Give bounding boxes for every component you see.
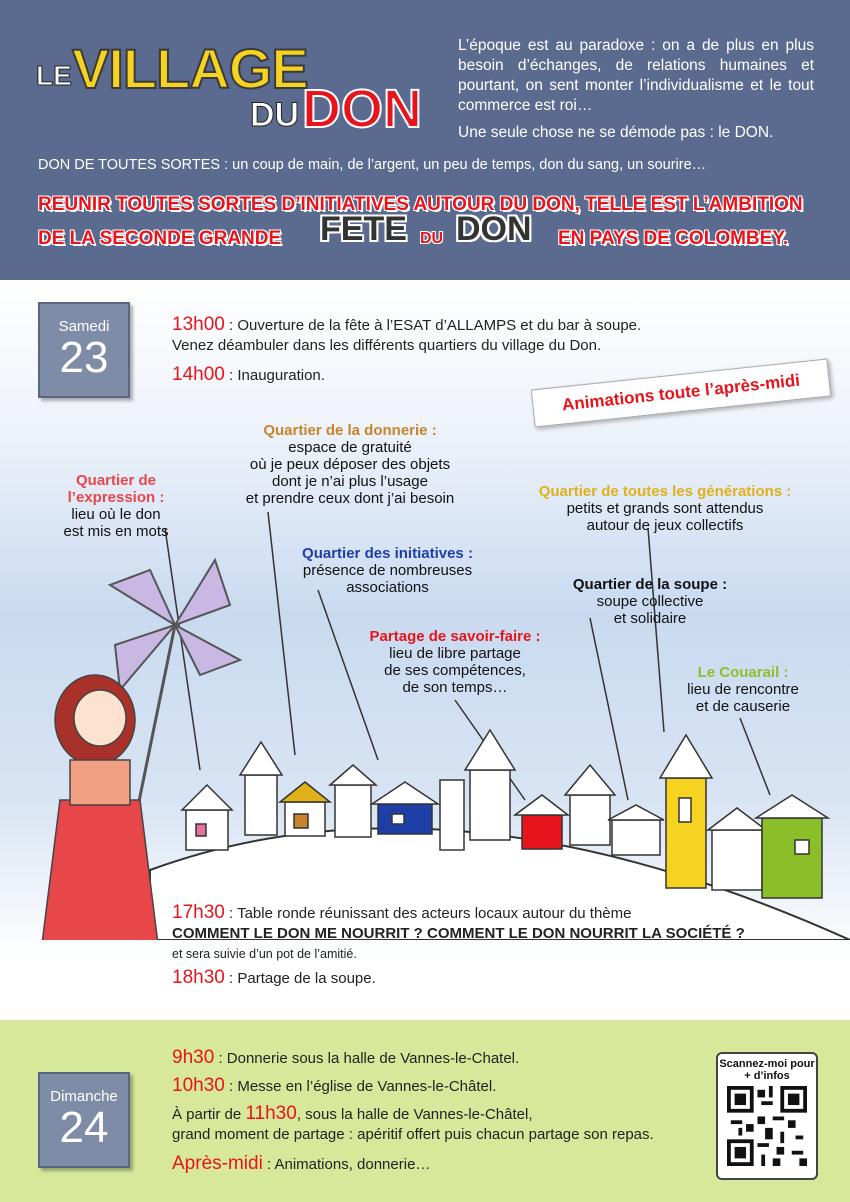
sunday-num: 24 [59,1103,109,1152]
quarter-name: Quartier des initiatives : [302,545,473,562]
sunday-date-box [38,1072,130,1168]
quarter-couarail [668,664,818,715]
event-text: : Ouverture de la fête à l’ESAT d’ALLAMPS et du bar à soupe. [224,317,642,334]
event-time: 14h00 [172,364,225,385]
animations-banner: Animations toute l’après-midi [531,359,831,428]
saturday-num: 23 [59,333,109,382]
quarter-line: lieu de rencontre [687,681,799,698]
event-time: 11h30 [245,1103,297,1124]
event-text-2: grand moment de partage : apéritif offert puis chacun partage son repas. [172,1126,654,1143]
quarter-name: Quartier de toutes les générations : [538,483,792,500]
event-theme: COMMENT LE DON ME NOURRIT ? COMMENT LE DON NOURRIT LA SOCIÉTÉ ? [172,925,745,942]
logo-le: LE [36,60,72,91]
quarter-savoir-faire [350,628,560,696]
intro-paragraph: L’époque est au paradoxe : on a de plus en plus besoin d’échanges, de relations humaines et pourtant, on sent monter l’individualisme et le tout commerce est roi… [458,37,814,114]
event-17h30 [172,903,745,964]
logo-du: DU [250,96,300,134]
event-logo [36,37,436,140]
quarter-line: dont je n’ai plus l’usage [272,473,428,490]
event-text: : Messe en l’église de Vannes-le-Châtel. [224,1078,497,1095]
event-13h00 [172,315,641,356]
event-9h30 [172,1048,519,1069]
quarter-line: espace de gratuité [288,439,412,456]
quarter-line: lieu où le don [71,506,161,523]
quarter-initiatives [280,545,495,596]
quarter-expression [36,472,196,540]
banner-fete: FETE [320,210,407,248]
quarter-name: Quartier de la soupe : [572,576,728,593]
event-time: 18h30 [172,967,225,988]
quarter-line: de ses compétences, [384,662,526,679]
event-text: : Table ronde réunissant des acteurs locaux autour du thème [224,905,632,922]
banner-line-2a: DE LA SECONDE GRANDE [38,228,282,249]
saturday-day: Samedi [58,318,110,335]
logo-don: DON [302,79,422,139]
quarter-name: Le Couarail : [697,664,789,681]
banner-don: DON [456,210,532,248]
banner-du: DU [420,230,444,247]
event-text: : Partage de la soupe. [224,970,376,987]
event-text: : Animations, donnerie… [262,1156,431,1173]
quarter-line: de son temps… [402,679,508,696]
event-pre: À partir de [172,1106,246,1123]
sunday-day: Dimanche [50,1088,118,1105]
quarter-line: où je peux déposer des objets [249,456,451,473]
quarter-line: et de causerie [695,698,791,715]
event-apres-midi [172,1154,430,1175]
qr-code-icon [727,1086,807,1166]
event-note: et sera suivie d’un pot de l’amitié. [172,947,357,961]
quarter-soupe [555,576,745,627]
banner-line-2b: EN PAYS DE COLOMBEY. [558,228,789,249]
quarter-line: soupe collective [596,593,704,610]
intro-tagline: Une seule chose ne se démode pas : le DON. [458,124,774,141]
quarter-line: petits et grands sont attendus [566,500,764,517]
qr-code-box[interactable] [716,1052,818,1180]
event-text: : Inauguration. [224,367,325,384]
saturday-date-box [38,302,130,398]
event-text: , sous la halle de Vannes-le-Châtel, [296,1106,533,1123]
event-time: 17h30 [172,902,225,923]
quarter-line: autour de jeux collectifs [586,517,744,534]
event-time: 10h30 [172,1075,225,1096]
event-10h30 [172,1076,496,1097]
qr-label: Scannez-moi pour + d’infos [719,1058,815,1082]
event-time: 9h30 [172,1047,215,1068]
quarter-generations [510,483,820,534]
don-types: DON DE TOUTES SORTES : un coup de main, de l’argent, un peu de temps, don du sang, un sourire… [38,157,707,173]
event-text: : Donnerie sous la halle de Vannes-le-Chatel. [214,1050,520,1067]
event-18h30 [172,968,376,989]
quarter-name: Partage de savoir-faire : [369,628,541,645]
quarter-line: présence de nombreuses [302,562,473,579]
banner-line-1: REUNIR TOUTES SORTES D’INITIATIVES AUTOUR DU DON, TELLE EST L’AMBITION [38,194,803,215]
quarter-line: lieu de libre partage [389,645,521,662]
event-time: Après-midi [172,1153,263,1174]
quarter-donnerie [200,422,500,507]
event-time: 13h00 [172,314,225,335]
quarter-name: Quartier de la donnerie : [263,422,437,439]
event-text-2: Venez déambuler dans les différents quartiers du village du Don. [172,337,602,354]
quarter-line: et solidaire [613,610,687,627]
event-11h30 [172,1104,654,1145]
quarter-line: est mis en mots [63,523,169,540]
event-14h00 [172,365,325,386]
quarter-name: Quartier de l’expression : [67,472,165,506]
logo-village: VILLAGE [72,37,308,100]
quarter-line: et prendre ceux dont j’ai besoin [245,490,455,507]
quarter-line: associations [346,579,429,596]
